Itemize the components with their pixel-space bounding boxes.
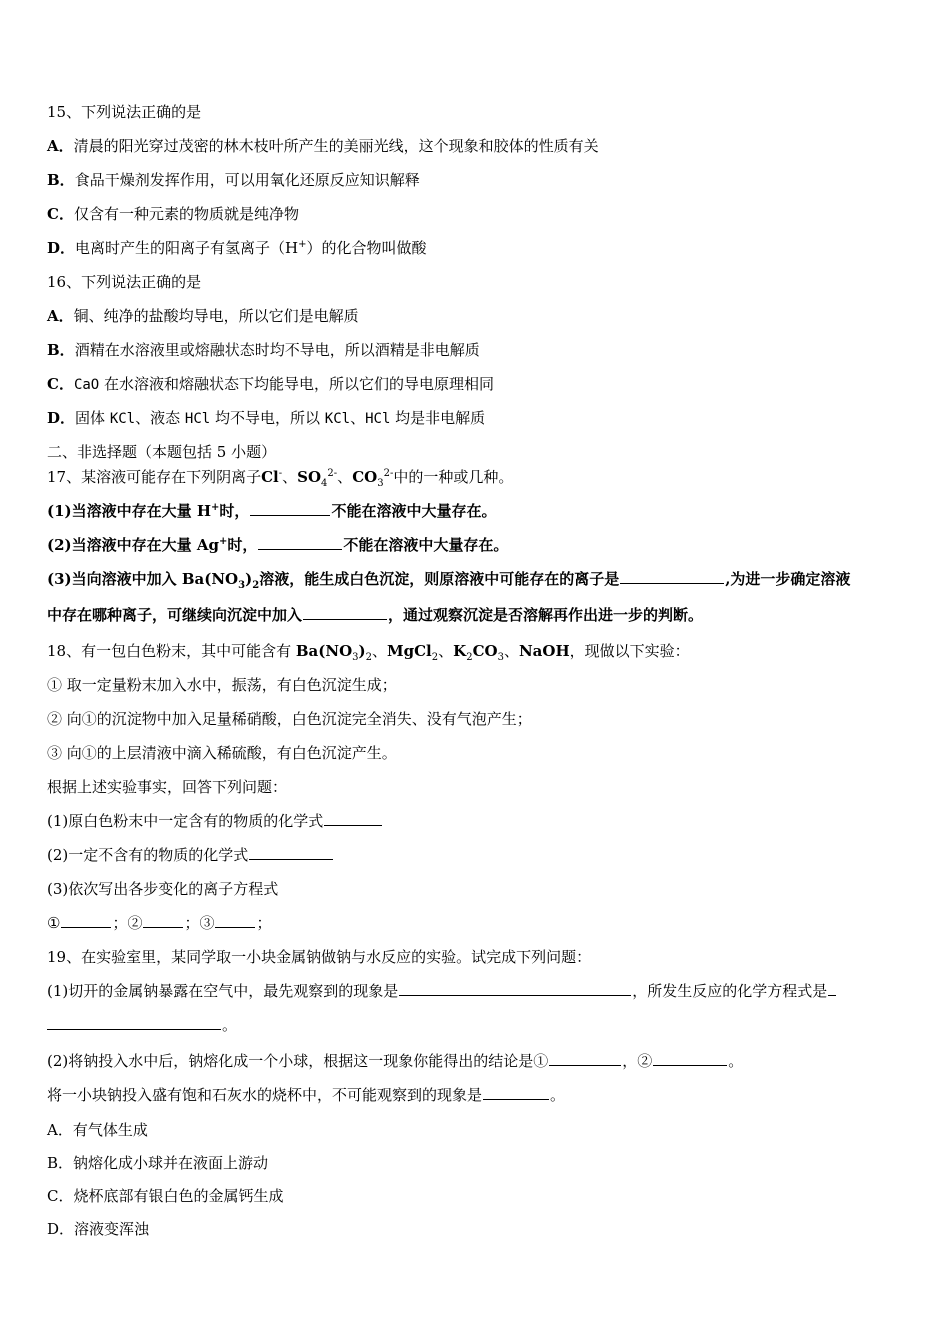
superscript: + (211, 502, 220, 513)
q19-part1 (47, 981, 910, 1001)
part-text: (1)切开的金属钠暴露在空气中，最先观察到的现象是 (47, 982, 399, 1000)
formula: KCl (109, 411, 136, 427)
experiment-text: ③ 向①的上层清液中滴入稀硫酸，有白色沉淀产生。 (47, 744, 397, 762)
circled-number: ；② (112, 914, 143, 932)
experiment-text: ② 向①的沉淀物中加入足量稀硝酸，白色沉淀完全消失、没有气泡产生； (47, 710, 532, 728)
option-label: A． (47, 307, 74, 325)
part-text: 不能在溶液中大量存在。 (331, 502, 497, 520)
part-text: 时， (227, 536, 258, 554)
q17-part2 (47, 535, 910, 555)
answer-blank[interactable] (324, 811, 382, 826)
part-text: (2)一定不含有的物质的化学式 (47, 846, 249, 864)
option-text: 仅含有一种元素的物质就是纯净物 (73, 205, 299, 223)
stem-text: 17、某溶液可能存在下列阴离子 (47, 468, 262, 486)
q17-part3 (47, 569, 910, 589)
part-text: 时， (219, 502, 250, 520)
formula: NaOH (518, 642, 570, 660)
q15-stem-text: 15、下列说法正确的是 (47, 103, 202, 121)
q15-option-d (47, 238, 910, 258)
option-label: C． (47, 205, 74, 223)
answer-blank[interactable] (61, 913, 111, 928)
stem-text: 19、在实验室里，某同学取一小块金属钠做钠与水反应的实验。试完成下列问题： (47, 948, 592, 966)
subscript: 2 (252, 580, 260, 591)
option-text: 在水溶液和熔融状态下均能导电，所以它们的导电原理相同 (104, 375, 495, 393)
superscript: 2- (383, 468, 394, 479)
q18-part3-answers (47, 913, 910, 933)
part-text: ，所发生反应的化学方程式是 (632, 982, 828, 1000)
q15-option-c (47, 204, 910, 224)
q16-stem (47, 272, 910, 292)
superscript: 2- (327, 468, 338, 479)
subscript: 2 (431, 652, 439, 663)
part-text: ,为进一步确定溶液 (725, 570, 851, 588)
answer-blank[interactable] (250, 501, 330, 516)
q19-stem (47, 947, 910, 967)
lead-text: 根据上述实验事实，回答下列问题： (47, 778, 288, 796)
q16-option-a (47, 306, 910, 326)
subscript: 3 (238, 580, 246, 591)
q15-stem (47, 102, 910, 122)
section-title: 二、非选择题（本题包括 5 小题） (47, 443, 277, 461)
formula: HCl (184, 411, 211, 427)
answer-blank[interactable] (303, 605, 387, 620)
separator: 、 (282, 468, 298, 486)
part-text: 。 (728, 1052, 744, 1070)
part-text: (2)将钠投入水中后，钠熔化成一个小球，根据这一现象你能得出的结论是① (47, 1052, 549, 1070)
answer-blank[interactable] (143, 913, 183, 928)
part-text: 溶液，能生成白色沉淀，则原溶液中可能存在的离子是 (259, 570, 620, 588)
q19-option-b (47, 1153, 910, 1173)
stem-text: 18、有一包白色粉末，其中可能含有 (47, 642, 296, 660)
subscript: 3 (377, 478, 384, 489)
option-text: 电离时产生的阳离子有氢离子（H (75, 239, 299, 257)
circled-number: ① (47, 914, 61, 932)
answer-blank[interactable] (483, 1085, 549, 1100)
q15-option-b (47, 170, 910, 190)
q17-stem (47, 467, 910, 487)
option-label: B． (47, 171, 75, 189)
q17-part1 (47, 501, 910, 521)
q16-stem-text: 16、下列说法正确的是 (47, 273, 202, 291)
option-label: A． (47, 137, 74, 155)
answer-blank[interactable] (653, 1051, 727, 1066)
formula: KCl (324, 411, 351, 427)
separator: ； (256, 914, 272, 932)
subscript: 2 (466, 652, 473, 663)
separator: 、 (438, 642, 454, 660)
answer-blank[interactable] (828, 981, 836, 996)
option-text: 固体 (75, 409, 106, 427)
subscript: 2 (365, 652, 372, 663)
formula: ) (358, 642, 366, 660)
q18-lead (47, 777, 910, 797)
q16-option-b (47, 340, 910, 360)
separator: 、 (503, 642, 519, 660)
part-text: ) (245, 570, 253, 588)
answer-blank[interactable] (258, 535, 342, 550)
option-text: 清晨的阳光穿过茂密的林木枝叶所产生的美丽光线，这个现象和胶体的性质有关 (73, 137, 599, 155)
part-text: 中存在哪种离子，可继续向沉淀中加入 (47, 606, 303, 624)
option-text: 酒精在水溶液里或熔融状态时均不导电，所以酒精是非电解质 (74, 341, 480, 359)
answer-blank[interactable] (549, 1051, 621, 1066)
q16-option-c (47, 374, 910, 395)
separator: 、 (337, 468, 353, 486)
option-text: 、 (350, 409, 366, 427)
formula: CO (472, 642, 498, 660)
option-text: A．有气体生成 (47, 1121, 148, 1139)
q18-part3 (47, 879, 910, 899)
ion: SO (297, 468, 322, 486)
ion: CO (352, 468, 378, 486)
part-text: 。 (222, 1016, 238, 1034)
section-heading (47, 442, 910, 462)
option-text: 均不导电，所以 (214, 409, 320, 427)
q17-part3-cont (47, 605, 910, 625)
q19-part1-cont (47, 1015, 910, 1035)
q18-exp2 (47, 709, 910, 729)
q18-part2 (47, 845, 910, 865)
q18-exp3 (47, 743, 910, 763)
part-text: (1)原白色粉末中一定含有的物质的化学式 (47, 812, 324, 830)
subscript: 3 (352, 652, 359, 663)
option-text: 、液态 (135, 409, 181, 427)
option-text: ）的化合物叫做酸 (306, 239, 427, 257)
formula: K (453, 642, 467, 660)
q15-option-a (47, 136, 910, 156)
answer-blank[interactable] (215, 913, 255, 928)
subscript: 4 (321, 478, 328, 489)
option-text: C．烧杯底部有银白色的金属钙生成 (47, 1187, 284, 1205)
part-text: (2)当溶液中存在大量 Ag (47, 536, 219, 554)
option-text: 食品干燥剂发挥作用，可以用氧化还原反应知识解释 (74, 171, 420, 189)
part-text: 将一小块钠投入盛有饱和石灰水的烧杯中，不可能观察到的现象是 (47, 1086, 483, 1104)
formula: CaO (73, 377, 100, 393)
part-text: (3)依次写出各步变化的离子方程式 (47, 880, 279, 898)
stem-text: 中的一种或几种。 (393, 468, 514, 486)
separator: 、 (372, 642, 388, 660)
option-text: 铜、纯净的盐酸均导电，所以它们是电解质 (73, 307, 359, 325)
option-text: 均是非电解质 (395, 409, 486, 427)
option-label: B． (47, 341, 75, 359)
stem-text: ，现做以下实验： (569, 642, 690, 660)
formula: MgCl (387, 642, 432, 660)
formula: HCl (365, 411, 391, 427)
q19-part2 (47, 1051, 910, 1071)
q19-part3 (47, 1085, 910, 1105)
q19-option-a (47, 1120, 910, 1140)
superscript: - (278, 468, 283, 479)
circled-number: ；③ (184, 914, 215, 932)
formula: Ba(NO (295, 642, 353, 660)
answer-blank[interactable] (399, 981, 631, 996)
answer-blank[interactable] (47, 1015, 221, 1030)
option-label: D． (47, 239, 76, 257)
part-text: 不能在溶液中大量存在。 (343, 536, 509, 554)
part-text: ，通过观察沉淀是否溶解再作出进一步的判断。 (388, 606, 704, 624)
part-text: (1)当溶液中存在大量 H (47, 502, 212, 520)
answer-blank[interactable] (249, 845, 333, 860)
option-text: B．钠熔化成小球并在液面上游动 (47, 1154, 269, 1172)
option-text: D．溶液变浑浊 (47, 1220, 150, 1238)
subscript: 3 (497, 652, 504, 663)
superscript: + (218, 536, 228, 547)
experiment-text: ① 取一定量粉末加入水中，振荡，有白色沉淀生成； (47, 676, 397, 694)
option-label: D． (47, 409, 76, 427)
ion: Cl (261, 468, 279, 486)
q18-part1 (47, 811, 910, 831)
answer-blank[interactable] (620, 569, 724, 584)
q19-option-c (47, 1186, 910, 1206)
superscript: + (298, 239, 307, 250)
q16-option-d (47, 408, 910, 429)
q19-option-d (47, 1219, 910, 1239)
part-text: ，② (622, 1052, 653, 1070)
part-text: 。 (550, 1086, 566, 1104)
q18-stem (47, 641, 910, 661)
option-label: C． (47, 375, 74, 393)
part-text: (3)当向溶液中加入 Ba(NO (47, 570, 239, 588)
q18-exp1 (47, 675, 910, 695)
